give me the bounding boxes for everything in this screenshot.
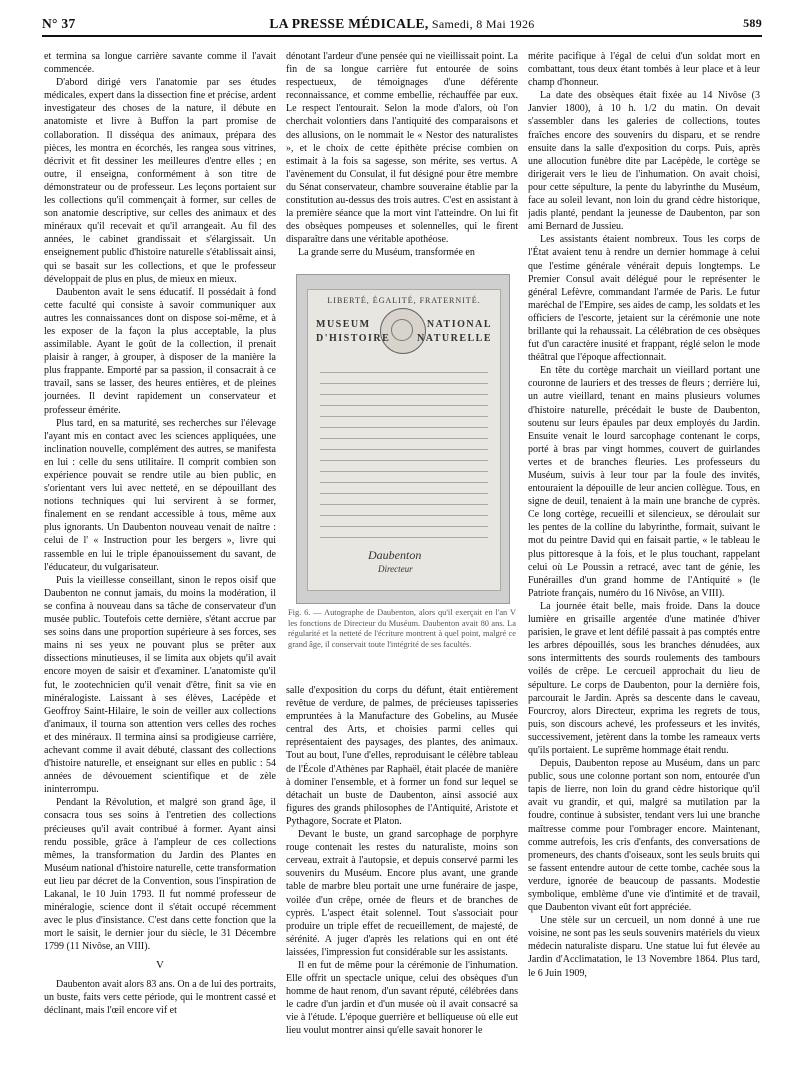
issue-number: N° 37 <box>42 16 76 31</box>
paragraph: Il en fut de même pour la cérémonie de l'inhumation. Elle offrit un spectacle unique, celui des obsèques d'un homme de haut renom, d'un savant réputé, célébrées dans le cadre d'un jardin et d'un musée où il avait consacré sa vie à l'étude. L'époque guerrière et belliqueuse où elle eut lieu voulut montrer ainsi qu'elle savait honorer le <box>286 959 518 1037</box>
journal-title <box>42 16 762 32</box>
autograph-photo <box>296 274 510 604</box>
paragraph: La date des obsèques était fixée au 14 Nivôse (3 Janvier 1800), à 10 h. 1/2 du matin. On devait s'assembler dans les galeries de collections, toutes fraîches encore des souvenirs du disparu, et se rendre ensuite dans la salle d'exposition du corps. Puis, après une allocution funèbre dite par Lacépède, le cortège se dirigerait vers le lieu de l'inhumation. On avait choisi, pour cette sépulture, la pente du labyrinthe du Muséum, face au soleil levant, non loin du grand cèdre historique, jadis planté, pendant la jeunesse de Daubenton, par son ami Bernard de Jussieu. <box>528 90 760 233</box>
paragraph: et termina sa longue carrière savante comme il l'avait commencée. <box>44 51 276 76</box>
header-rule <box>42 35 762 37</box>
signature-title: Directeur <box>378 564 413 574</box>
column-2-top <box>286 50 518 260</box>
autograph-document <box>307 289 501 591</box>
handwriting-lines <box>320 362 488 542</box>
section-heading: V <box>156 959 164 972</box>
paragraph: Devant le buste, un grand sarcophage de porphyre rouge contenait les restes du naturaliste, moins son cerveau, extrait à l'autopsie, et depuis conservé parmi les souvenirs du Muséum. Encore plus avant, une grande table de marbre bleu portait une urne funéraire de jaspe, voilée d'un crêpe, ornée de fleurs et de branches de cyprès. L'aspect était solennel. Tout s'associait pour produire un triple effet de recueillement, de majesté, de sérénité. A juger d'après les relations qui en ont été laissées, l'impression fut considérable sur les assistants. <box>286 829 518 958</box>
page-header <box>42 12 762 34</box>
journal-name: LA PRESSE MÉDICALE, <box>269 16 429 31</box>
column-2-bottom <box>286 684 518 1076</box>
issue-date: Samedi, 8 Mai 1926 <box>428 17 535 31</box>
paragraph: Daubenton avait alors 83 ans. On a de lui des portraits, un buste, faits vers cette période, qui le montrent cassé et déclinant, mais l'œil encore vif et <box>44 978 276 1016</box>
paragraph: Plus tard, en sa maturité, ses recherches sur l'élevage l'ayant mis en contact avec les sciences appliquées, une inclination nouvelle, complément des autres, se manifesta en lui : celle du sens utilitaire. Il comprit combien son expérience pouvait se rendre utile au bien public, en s'orientant vers lui avec netteté, en se dépouillant des notions techniques qui lui servirent à se former, finalement en se rendant accessible à tous, même aux plus ignorants. Un Daubenton nouveau venait de naître : celui de l' « Instruction pour les bergers », livre qui rassemble en lui le triple épanouissement du savant, de l'éducateur, du vulgarisateur. <box>44 417 276 573</box>
figure-6 <box>286 262 518 680</box>
paragraph: Depuis, Daubenton repose au Muséum, dans un parc public, sous une colonne portant son nom, entourée d'un tapis de lierre, non loin du grand cèdre historique qu'il avait vu grandir, et qui, malgré sa mutilation par la foudre, continue à subsister, tendant vers lui une branche maîtresse comme pour l'ombrager encore. Maintenant, comme autrefois, les cris d'enfants, des conversations de promeneurs, des chants d'oiseaux, sont les seuls bruits qui se fassent entendre autour de cette tombe, cachée sous la verdure, ignorée de beaucoup de passants. Modestie symbolique, emblème d'une vie d'intimité et de travail, que Daubenton vivant eût fort appréciée. <box>528 758 760 914</box>
signature: Daubenton <box>368 548 422 562</box>
paragraph: mérite pacifique à l'égal de celui d'un soldat mort en combattant, tous deux étant tombés à leur place et à leur champ d'honneur. <box>528 51 760 89</box>
paragraph: D'abord dirigé vers l'anatomie par ses études médicales, expert dans la dissection fine et précise, ardent investigateur des choses de la nature, il débute en anatomiste et livre à Buffon la part promise de collaboration. Il disséqua des animaux, prépara des pièces, les montra en écorchés, les rangea sous vitrines, décrivit et fit dessiner les meilleures d'entre elles ; en outre, il enseigna, conformément à son titre de démonstrateur ou de professeur. Les leçons portaient sur les collections qu'il commençait à former, sur celles de son anatomie descriptive, sur celles des animaux et des minéraux qu'il recevait et qu'il arrangeait. Au fil des années, le cabinet grandissait et s'élargissait. Un enseignement public d'histoire naturelle s'établissait ainsi, qui se basait sur les collections, et que le professeur développait de plus en plus, de mieux en mieux. <box>44 77 276 285</box>
paragraph: Puis la vieillesse conseillant, sinon le repos oisif que Daubenton ne connut jamais, du moins la modération, il se confina à nouveau dans sa tâche de conservateur d'un musée public. Toutefois cette dernière, s'étant accrue par ses soins dans une proportion supérieure à ses forces, ses mains ni ses yeux ne pouvant plus se prêter aux dissections minutieuses, il se limita aux objets qu'il avait encore moyen de saisir et d'examiner. L'anatomiste qu'il fut, le zootechnicien qu'il venait d'être, finit sa vie en minéralogiste. Laissant à ses élèves, Lacépède et Geoffroy Saint-Hilaire, le soin de veiller aux collections d'animaux, il tourna son attention vers celles des roches et des minéraux. Il termina ainsi sa prodigieuse carrière, achevant comme il avait débuté, classant des collections d'histoire naturelle, et enseignant sur elles en public : 54 années de dévouement scientifique et de zèle ininterrompu. <box>44 574 276 796</box>
paragraph: Daubenton avait le sens éducatif. Il possédait à fond cette faculté qui consiste à savoir communiquer aux autres les connaissances dont on dispose soi-même, et à les exposer de la façon la plus acceptable, la plus assimilable. Ayant le goût de la collection, il prenait plaisir à ranger, à grouper, à disposer de la manière la plus frappante. Emporté par sa passion, il consacrait à ce travail, sans se lasser, des heures entières, et de pleines journées. Il devint rapidement un conservateur et professeur émérite. <box>44 286 276 416</box>
column-3 <box>528 50 760 1075</box>
paragraph: salle d'exposition du corps du défunt, était entièrement revêtue de verdure, de palmes, de précieuses tapisseries empruntées à la Manufacture des Gobelins, au Musée central des Arts, et choisies parmi celles qui représentaient des paysages, des plantes, des animaux. Tout au bout, l'une d'elles, reproduisant le célèbre tableau de l'École d'Athènes par Raphaël, était placée de manière à dominer l'ensemble, et à former un fond sur lequel se détachait un buste de Daubenton, ainsi associé aux figures des grands philosophes de l'Antiquité, Aristote et Pythagore, Socrate et Platon. <box>286 685 518 827</box>
paragraph: dénotant l'ardeur d'une pensée qui ne vieillissait point. La fin de sa longue carrière fut entourée de soins respectueux, de témoignages d'une déférente reconnaissance, et comme embellie, réchauffée par eux. Le respect l'entourait. Selon la mode d'alors, où l'on cherchait volontiers dans l'antiquité des comparaisons et des allusions, on le nommait le « Nestor des naturalistes », et le choix de cette épithète précise combien on estimait à la fois sa sagesse, son mérite, ses vertus. A l'avènement du Consulat, il fut désigné pour être membre du Sénat conservateur, chambre souveraine établie par la constitution au-dessus des trois autres. C'est en assistant à la première séance que la mort vint l'atteindre. On lui fit des obsèques pompeuses et solennelles, qui le firent disparaître dans une véritable apothéose. <box>286 51 518 246</box>
letterhead-word: NATIONAL <box>426 319 492 330</box>
paragraph: Une stèle sur un cercueil, un nom donné à une rue voisine, ne sont pas les seuls souvenirs matériels du vieux médecin naturaliste disparu. Une statue lui fut élevée au Jardin d'Acclimatation, le 13 Novembre 1864. Plus tard, le 6 Juin 1909, <box>528 915 760 979</box>
column-1 <box>44 50 276 1075</box>
paragraph: Les assistants étaient nombreux. Tous les corps de l'État avaient tenu à rendre un dernier hommage à celui que l'estime générale vénérait depuis longtemps. Le Premier Consul avait délégué pour le représenter le général Lefèvre, commandant l'armée de Paris. Le futur maréchal de l'Empire, ses aides de camp, les soldats et les officiers de l'escorte, jetaient sur la cérémonie une note brillante qui la rehaussait. La célébration de ces obsèques fut d'un caractère inusité et frappant, réglé selon le mode théâtral que l'époque affectionnait. <box>528 234 760 364</box>
paragraph: La journée était belle, mais froide. Dans la douce lumière en grisaille argentée d'une matinée d'hiver parisien, le grave et lent défilé passait à pas comptés entre les arbres dépouillés, sous les branches dénudées, aux sons intermittents des sourds roulements des tambours voilés de crêpe. Le cercueil approchait du lieu de sépulture. Le corps de Daubenton, pour la dernière fois, parcourait le Jardin. Après sa descente dans le caveau, Fourcroy, alors Directeur, exprima les regrets de tous, puis, son discours achevé, les professeurs et les invités, successivement, jetèrent dans la tombe les rameaux verts qu'ils portaient. Le suprême hommage était rendu. <box>528 600 760 756</box>
figure-caption: Fig. 6. — Autographe de Daubenton, alors qu'il exerçait en l'an V les fonctions de Directeur du Muséum. Daubenton avait 80 ans. La régularité et la netteté de l'écriture montrent à quel point, malgré ce grand âge, il conservait toute l'intégrité de ses facultés. <box>288 608 516 649</box>
letterhead-left <box>316 318 390 346</box>
document-motto: LIBERTÉ, ÉGALITÉ, FRATERNITÉ. <box>327 296 481 305</box>
paragraph: La grande serre du Muséum, transformée en <box>298 247 475 259</box>
letterhead-word: NATURELLE <box>417 333 492 344</box>
letterhead-word: D'HISTOIRE <box>316 333 391 344</box>
page-number: 589 <box>743 16 762 30</box>
letterhead-word: MUSEUM <box>316 319 371 330</box>
letterhead-right <box>417 318 492 346</box>
paragraph: En tête du cortège marchait un vieillard portant une couronne de lauriers et des tresses de fleurs ; derrière lui, un autre vieillard, tenant en mains plusieurs volumes d'histoire naturelle, précédait le buste de Daubenton, soutenu sur leurs épaules par deux employés du Jardin. Ensuite venait le lourd sarcophage contenant le corps, porté à bras par vingt hommes, couvert de guirlandes vertes et de branches fleuries. Les professeurs du Muséum, suivis à leur tour par la foule des invités, entouraient la dépouille de leur ancien collègue. Tous, en signe de deuil, tenaient à la main une branche de cyprès. Ce long cortège, recueilli et silencieux, se déroulait sur les pentes de la colline du labyrinthe, formait, suivant le mot du peintre David qui en faisait partie, « le tableau le plus pittoresque à la fois, et le plus touchant, rappelant celui où Le Poussin a retracé, avec tant de génie, les Funérailles d'un grand homme de l'Antiquité » (le Patriote français, numéro du 16 Nivôse, an VIII). <box>528 365 760 599</box>
paragraph: Pendant la Révolution, et malgré son grand âge, il consacra tous ses soins à l'entretien des collections précieuses qu'il avait contribué à former. Ayant ainsi rendu possible, grâce à l'ampleur de ces collections mêmes, la transformation du Jardin des Plantes en Muséum national d'histoire naturelle, cette transformation eut lieu par décret de la Convention, sous l'inspiration de Lakanal, le 10 Juin 1793. Il fut nommé professeur de minéralogie, science dont il s'était occupé récemment avec le plus d'insistance. C'est dans cette fonction que la mort le saisit, le dernier jour du siècle, le 31 Décembre 1799 (11 Nivôse, an VIII). <box>44 797 276 953</box>
